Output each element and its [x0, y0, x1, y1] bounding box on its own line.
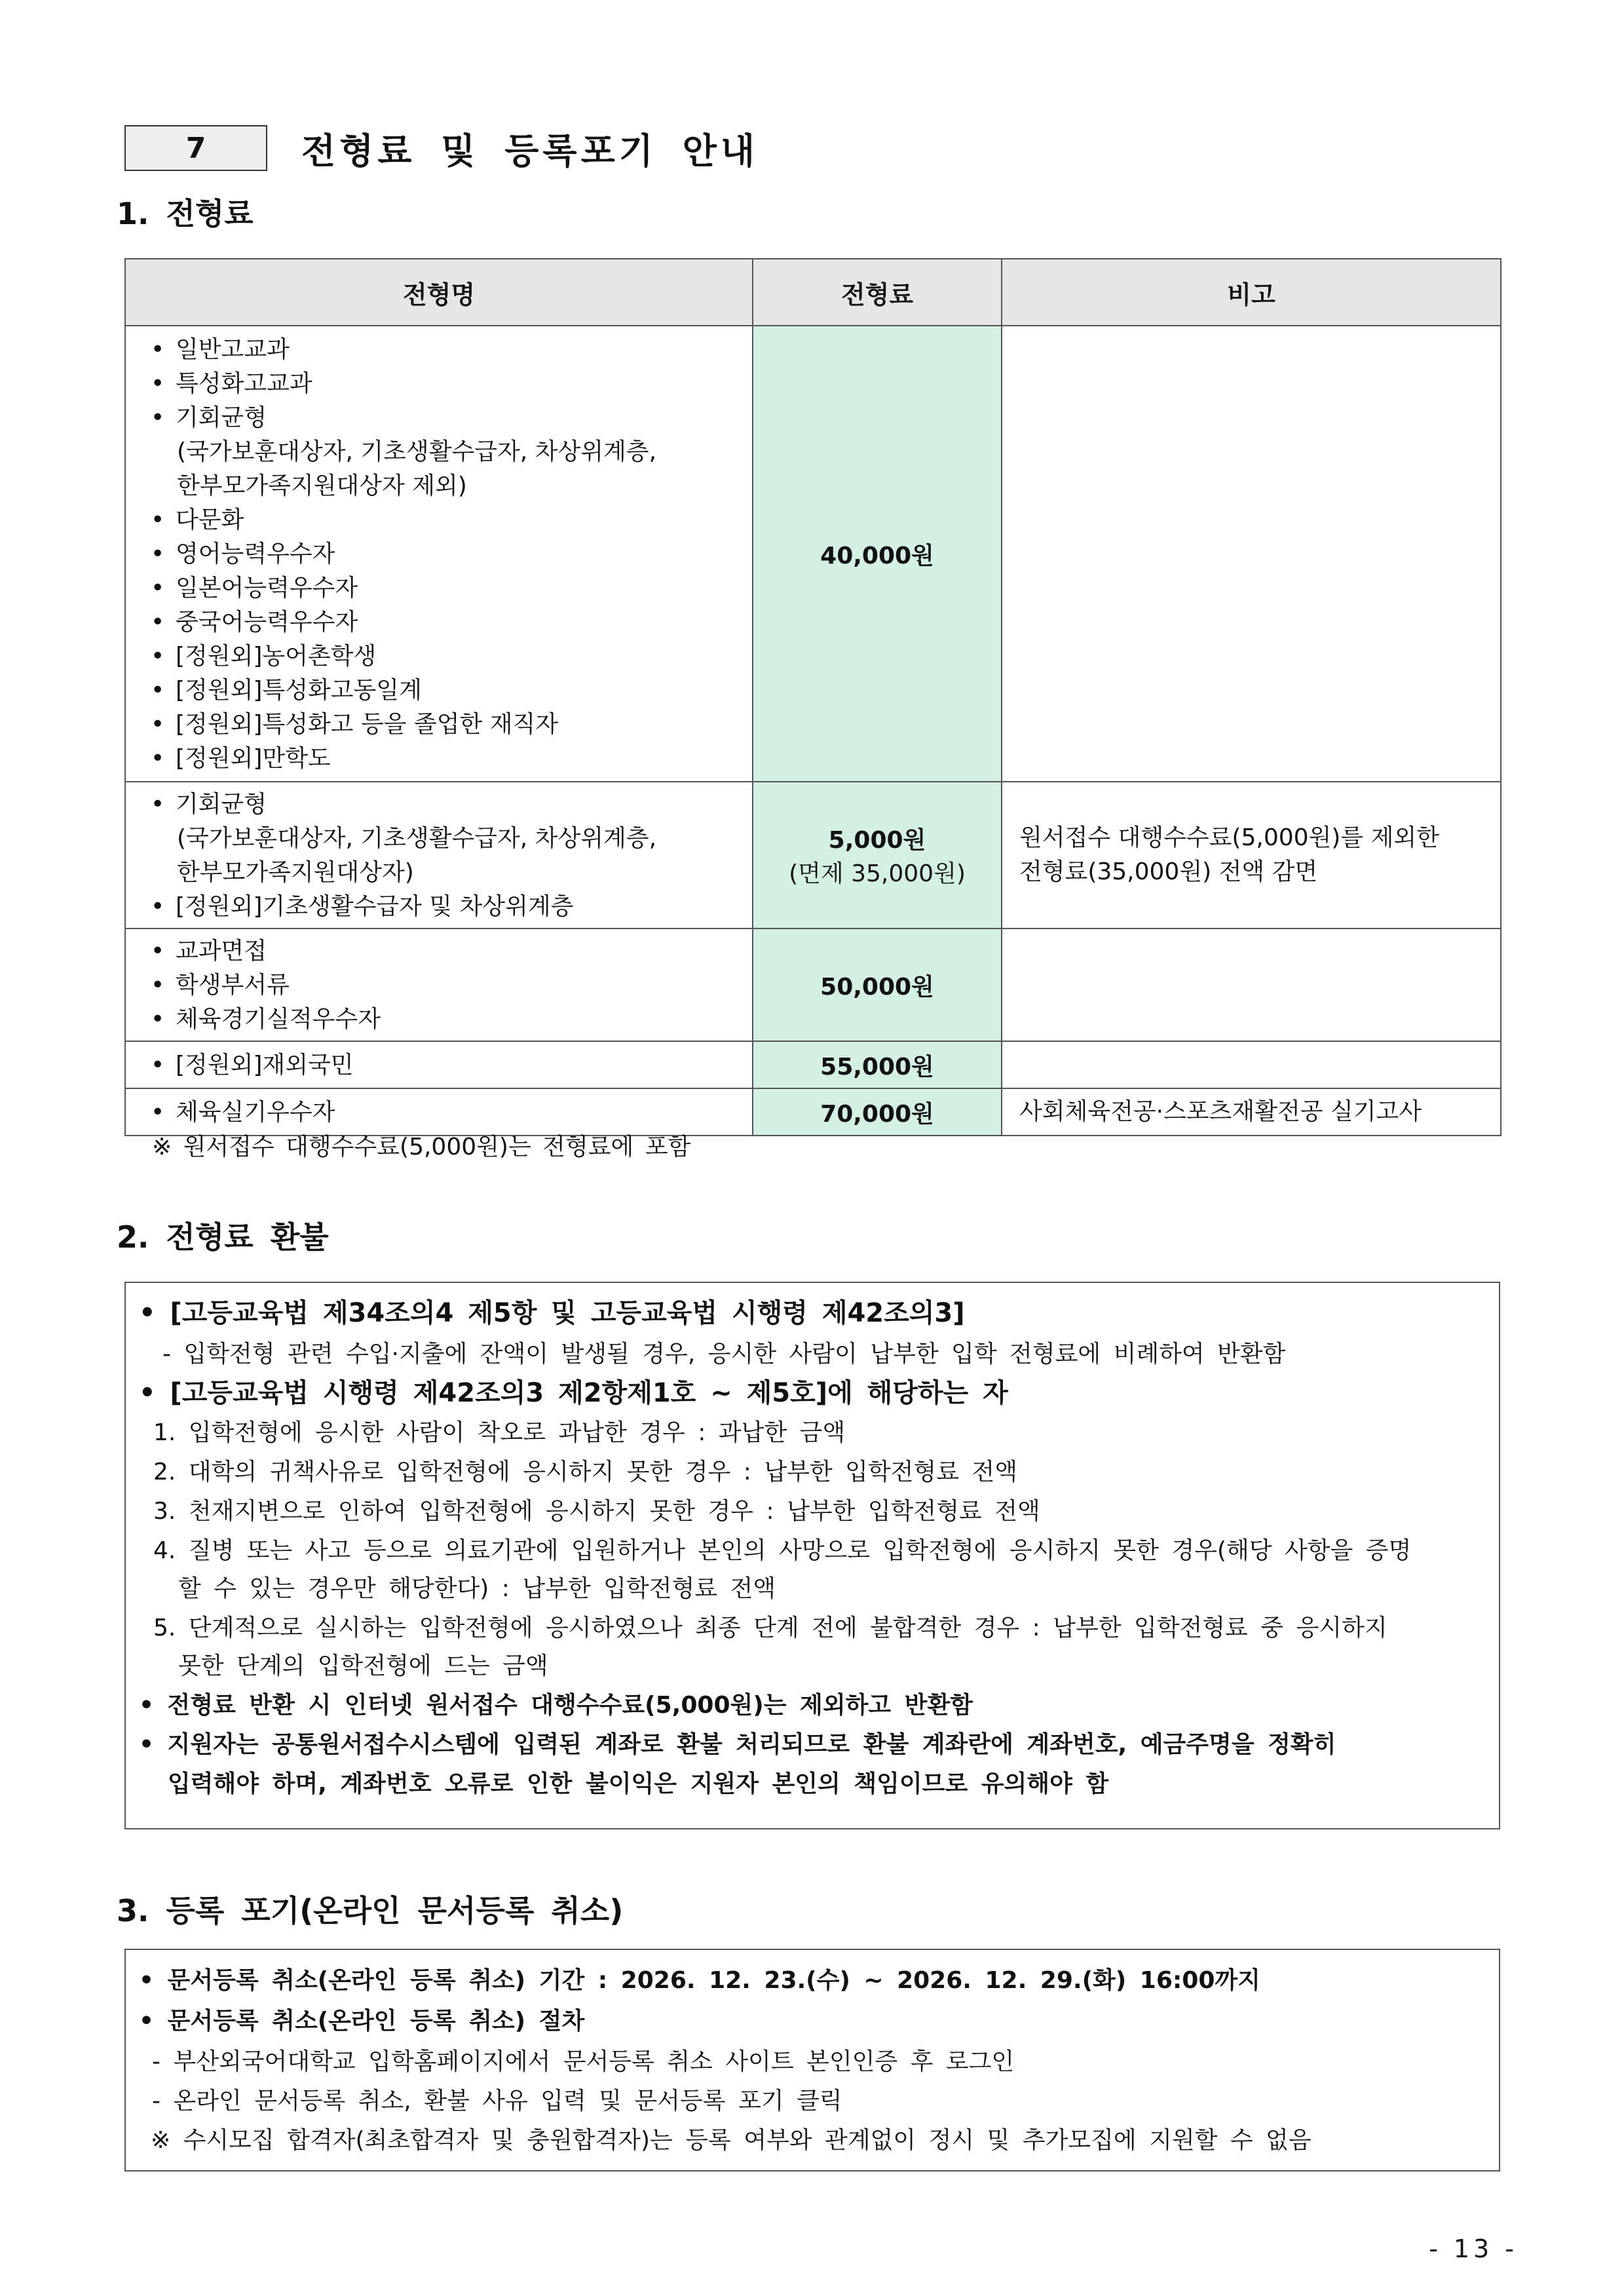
cancel-line: - 온라인 문서등록 취소, 환불 사유 입력 및 문서등록 포기 클릭 — [152, 2088, 842, 2114]
list-item: • 일본어능력우수자 — [151, 571, 746, 605]
cancel-line: ※ 수시모집 합격자(최초합격자 및 충원합격자)는 등록 여부와 관계없이 정시 및 추가모집에 지원할 수 없음 — [151, 2127, 1312, 2154]
refund-line: 못한 단계의 입학전형에 드는 금액 — [178, 1653, 548, 1679]
item-label: 기회균형 — [176, 791, 267, 818]
section-number: 7 — [124, 125, 267, 171]
list-item: • 영어능력우수자 — [151, 537, 746, 571]
list-item: • 일반고교과 — [151, 333, 746, 367]
table-row — [125, 782, 1501, 928]
refund-line: 1. 입학전형에 응시한 사람이 착오로 과납한 경우 : 과납한 금액 — [153, 1419, 846, 1446]
list-item: • [정원외]특성화고 등을 졸업한 재직자 — [151, 708, 746, 742]
note-text: 전형료(35,000원) 전액 감면 — [1019, 858, 1318, 885]
list-item: • [정원외]재외국민 — [151, 1048, 746, 1082]
refund-line: 입력해야 하며, 계좌번호 오류로 인한 불이익은 지원자 본인의 책임이므로 유의해야 함 — [168, 1770, 1109, 1797]
page-number: - 13 - — [1429, 2234, 1518, 2263]
list-item: • 체육실기우수자 — [151, 1096, 746, 1130]
cancel-box — [124, 1949, 1500, 2172]
refund-line: • 전형료 반환 시 인터넷 원서접수 대행수수료(5,000원)는 제외하고 반환함 — [139, 1692, 973, 1719]
fee-value: 70,000원 — [753, 1088, 1002, 1136]
section-title: 전형료 및 등록포기 안내 — [301, 130, 759, 172]
refund-line: 3. 천재지변으로 인하여 입학전형에 응시하지 못한 경우 : 납부한 입학전형료 전액 — [153, 1498, 1040, 1525]
heading-cancel: 3. 등록 포기(온라인 문서등록 취소) — [117, 1893, 624, 1928]
heading-fees: 1. 전형료 — [117, 196, 254, 231]
list-item: • [정원외]농어촌학생 — [151, 640, 746, 674]
note-cell — [1002, 1088, 1501, 1136]
table-row — [125, 1041, 1501, 1088]
item-subtext: (국가보훈대상자, 기초생활수급자, 차상위계층, — [177, 825, 657, 852]
fee-value: 55,000원 — [753, 1041, 1002, 1088]
table-header-row — [125, 259, 1501, 326]
refund-line: 4. 질병 또는 사고 등으로 의료기관에 입원하거나 본인의 사망으로 입학전형에 응시하지 못한 경우(해당 사항을 증명 — [153, 1537, 1412, 1564]
list-item: • 중국어능력우수자 — [151, 605, 746, 640]
list-item: • 학생부서류 — [151, 968, 746, 1003]
list-item: • [정원외]기초생활수급자 및 차상위계층 — [151, 890, 746, 924]
note-text: 사회체육전공·스포츠재활전공 실기고사 — [1019, 1098, 1422, 1125]
item-label: 기회균형 — [176, 404, 267, 431]
item-subtext: 한부모가족지원대상자 제외) — [177, 472, 467, 499]
fee-value: 40,000원 — [753, 326, 1002, 782]
fee-cell — [753, 782, 1002, 928]
list-item: • 다문화 — [151, 503, 746, 537]
refund-box — [124, 1282, 1500, 1829]
list-item: • 체육경기실적우수자 — [151, 1003, 746, 1037]
refund-line: • [고등교육법 시행령 제42조의3 제2항제1호 ~ 제5호]에 해당하는 자 — [139, 1378, 1008, 1408]
table-row — [125, 326, 1501, 782]
note-cell — [1002, 782, 1501, 928]
note-cell — [1002, 928, 1501, 1041]
section-header — [124, 123, 759, 173]
note-text: 원서접수 대행수수료(5,000원)를 제외한 — [1019, 824, 1439, 851]
note-cell — [1002, 326, 1501, 782]
refund-line: • 지원자는 공통원서접수시스템에 입력된 계좌로 환불 처리되므로 환불 계좌란에 계좌번호, 예금주명을 정확히 — [139, 1731, 1336, 1758]
cancel-line: • 문서등록 취소(온라인 등록 취소) 기간 : 2026. 12. 23.(수) ~ 2026. 12. 29.(화) 16:00까지 — [139, 1967, 1260, 1994]
fee-value: 5,000원 — [828, 827, 926, 854]
list-item: • [정원외]만학도 — [151, 742, 746, 776]
list-item — [151, 401, 746, 503]
item-subtext: 한부모가족지원대상자) — [177, 859, 414, 886]
item-subtext: (국가보훈대상자, 기초생활수급자, 차상위계층, — [177, 438, 657, 465]
refund-line: 2. 대학의 귀책사유로 입학전형에 응시하지 못한 경우 : 납부한 입학전형료 전액 — [153, 1459, 1017, 1485]
refund-line: 5. 단계적으로 실시하는 입학전형에 응시하였으나 최종 단계 전에 불합격한 경우 : 납부한 입학전형료 중 응시하지 — [153, 1615, 1388, 1641]
cancel-line: - 부산외국어대학교 입학홈페이지에서 문서등록 취소 사이트 본인인증 후 로그인 — [152, 2048, 1015, 2075]
heading-refund: 2. 전형료 환불 — [117, 1219, 329, 1255]
header-fee: 전형료 — [753, 259, 1002, 326]
list-item: • 교과면접 — [151, 934, 746, 968]
list-item — [151, 788, 746, 890]
fee-footnote: ※ 원서접수 대행수수료(5,000원)는 전형료에 포함 — [152, 1134, 691, 1160]
refund-line: - 입학전형 관련 수입·지출에 잔액이 발생될 경우, 응시한 사람이 납부한 입학 전형료에 비례하여 반환함 — [162, 1341, 1286, 1368]
list-item: • [정원외]특성화고동일계 — [151, 674, 746, 708]
cancel-line: • 문서등록 취소(온라인 등록 취소) 절차 — [139, 2008, 585, 2035]
fee-exemption: (면제 35,000원) — [789, 860, 966, 887]
list-item: • 특성화고교과 — [151, 367, 746, 401]
header-note: 비고 — [1002, 259, 1501, 326]
refund-line: 할 수 있는 경우만 해당한다) : 납부한 입학전형료 전액 — [178, 1575, 776, 1602]
fee-table — [124, 258, 1501, 1136]
fee-value: 50,000원 — [753, 928, 1002, 1041]
table-row — [125, 928, 1501, 1041]
note-cell — [1002, 1041, 1501, 1088]
refund-line: • [고등교육법 제34조의4 제5항 및 고등교육법 시행령 제42조의3] — [139, 1298, 965, 1328]
header-name: 전형명 — [125, 259, 753, 326]
